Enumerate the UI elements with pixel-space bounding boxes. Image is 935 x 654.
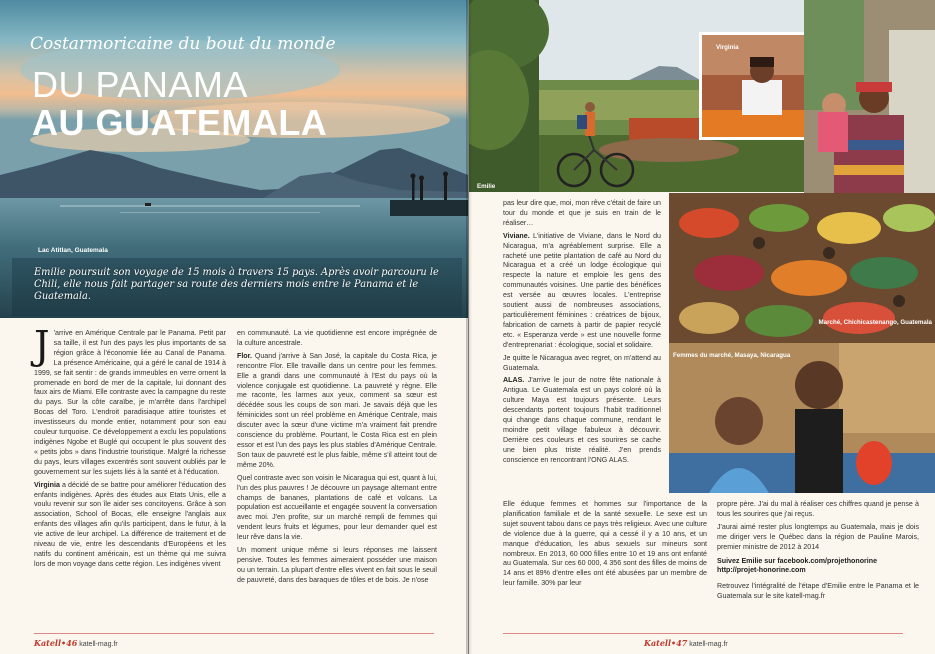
- paragraph: a décidé de se battre pour améliorer l'éducation des enfants indigènes. Après des études aux Etats Unis, elle a voulu revenir sur son île aider ses concitoyens. Grâce à son association, School of Bocas, elle enseigne l'anglais aux enfants des villages afin qu'ils participent, dans le futur, à la vie active de leur archipel. La différence de traitement et de niveau de vie, entre les descendants d'Européens et les natifs du continent américain, est un thème qui me suivra lors de mon voyage dans cette région. Les indigènes vivent: [34, 480, 226, 568]
- lead-paragraph: Emilie poursuit son voyage de 15 mois à travers 15 pays. Après avoir parcouru le Chili, elle nous fait partager sa route des derniers mois entre le Panama et le Guatemala.: [34, 267, 439, 303]
- photo-caption-lake: Lac Atitlan, Guatemala: [38, 247, 108, 254]
- paragraph: Elle éduque femmes et hommes sur l'importance de la planification familiale et de la santé sexuelle. Le sexe est un sujet souvent tabou dans ce pays très religieux. Avec une culture de violence due à la guerre, qui a cessé il y a 10 ans, et un manque d'éducation, les abus sexuels sur mineurs sont nombreux. En 2013, 60 000 filles entre 10 et 19 ans ont enfanté au Guatemala. Sur ces 60 000, 4 356 sont des filles de moins de 14 ans et 89% d'entre elles ont été abusées par un membre de leur famille. 30% par leur: [503, 500, 707, 588]
- folio-left: Katell•46 katell-mag.fr: [34, 638, 118, 648]
- person-name: Flor.: [237, 351, 252, 360]
- photo-caption-market: Marché, Chichicastenango, Guatemala: [818, 319, 932, 326]
- photo-women-masaya: [669, 343, 935, 493]
- photo-caption-women: Femmes du marché, Masaya, Nicaragua: [673, 352, 791, 359]
- facebook-link[interactable]: Suivez Emilie sur facebook.com/projethonorine: [717, 556, 878, 565]
- drop-cap: J: [34, 324, 50, 369]
- article-title: [32, 64, 328, 143]
- paragraph: Un moment unique même si leurs réponses me laissent pensive. Toutes les femmes aimeraient posséder une maison ou un terrain. La plupart d'entre elles vivent en fait sous le seuil de pauvreté, dans des baraques de tôles et de bois. Je n'ose: [237, 546, 437, 584]
- folio-right: Katell•47 katell-mag.fr: [644, 638, 728, 648]
- paragraph: Je quitte le Nicaragua avec regret, on m'attend au Guatemala.: [503, 353, 661, 372]
- right-column-1-continued: [503, 500, 707, 592]
- paragraph: propre père. J'ai du mal à réaliser ces chiffres quand je pense à tous les sourires que j'ai reçus.: [717, 500, 919, 518]
- photo-caption-virginia: Virginia: [716, 44, 739, 51]
- footer-rule: [503, 633, 903, 634]
- paragraph: en communauté. La vie quotidienne est encore imprégnée de la culture ancestrale.: [237, 329, 437, 347]
- spine-gutter: [466, 0, 472, 654]
- title-line-1: DU PANAMA: [32, 64, 248, 105]
- title-line-2: AU GUATEMALA: [32, 102, 328, 143]
- magazine-name: Katell: [644, 638, 671, 648]
- photo-virginia: [699, 32, 817, 140]
- org-name: ALAS.: [503, 376, 525, 385]
- folio-url: katell-mag.fr: [79, 641, 118, 648]
- kicker: Costarmoricaine du bout du monde: [30, 34, 336, 54]
- paragraph: Quel contraste avec son voisin le Nicaragua qui est, quant à lui, l'un des plus pauvres ! Je découvre un paysage alternant entre champs de bananes, plantations de café et volcans. La population est accueillante et engagée souvent la conversation avec moi. J'en profite, sur un marché rempli de femmes qui vendent leurs fruits et légumes, pour leur demander quel est leur rêve dans la vie.: [237, 473, 437, 542]
- page-number: 47: [676, 638, 688, 648]
- photo-caption-emilie: Emilie: [477, 183, 496, 190]
- paragraph: L'initiative de Viviane, dans le Nord du Nicaragua, m'a agréablement surprise. Elle a racheté une petite plantation de café au Nord du Nicaragua et a créé un lodge écologique qui respecte la nature et emploie les gens des communautés voisines. Une partie des bénéfices est versée au œuvres locales. L'entreprise soutient aussi de nombreuses associations, particulièrement féminines : créatrices de bijoux, fabrication de carnets à partir de papier recyclé etc. « Esperanza verde » est une nouvelle forme d'entreprenariat : écologique, social et solidaire.: [503, 231, 661, 349]
- paragraph: 'arrive en Amérique Centrale par le Panama. Petit par sa taille, il est l'un des pays les plus importants de sa région grâce à l'économie liée au Canal de Panama. La présence Américaine, qui a géré le canal de 1914 à 1999, se fait sentir : de grands immeubles en verre ornent la promenade en bord de mer de la capitale, lui donnant des faux airs de Miami. Elle contraste avec la campagne du reste du pays. Sur la côte caraïbe, je m'arrête dans l'archipel Bocas del Toro. L'endroit paradisiaque attire touristes et investisseurs du monde entier, notamment pour son eau couleur turquoise. Ce développement a exclu les populations indigènes Ngobe et Buglé qui occupent le plus souvent des « petits jobs » dans l'industrie touristique. Malgré la richesse du pays, leurs villages excentrés sont souvent oubliés par le gouvernement sur les sujets liés à la santé et à l'éducation.: [34, 329, 226, 476]
- person-name: Virginia: [34, 480, 60, 489]
- paragraph: J'arrive le jour de notre fête nationale à Antigua. Le Guatemala est un pays coloré où la culture Maya est toujours présente. Leurs descendants portent toujours l'habit traditionnel qui change dans chaque commune, rendant le moindre petit village fabuleux à découvrir. Derrière ces couleurs et ces sourires se cache une bien plus triste réalité. J'en prends conscience en rencontrant l'ONG ALAS.: [503, 376, 661, 464]
- footer-rule: [34, 633, 434, 634]
- hero-photo-lake-atitlan: [0, 0, 468, 318]
- paragraph: pas leur dire que, moi, mon rêve c'était de faire un tour du monde et que je suis en train de le réaliser…: [503, 199, 661, 227]
- folio-url: katell-mag.fr: [689, 641, 728, 648]
- right-column-2: [717, 500, 919, 605]
- paragraph: Quand j'arrive à San José, la capitale du Costa Rica, je rencontre Flor. Elle travaille dans un centre pour les femmes. Elle a grandi dans une communauté à l'Est du pays où la violence conjugale est quotidienne. La pauvreté y règne. Elle me raconte, les larmes aux yeux, comment sa sœur est décédée sous les coups de son mari. Je savais déjà que les féminicides sont un réel problème en Amérique Centrale, mais discuter avec la sœur d'une victime m'a vraiment fait prendre conscience du problème. Pourtant, le Costa Rica est en plein essor et est l'un des pays les plus stables d'Amérique Centrale. Son taux de pauvreté est le plus faible, même s'il atteint tout de même 20%.: [237, 351, 437, 469]
- paragraph: J'aurai aimé rester plus longtemps au Guatemala, mais je dois me diriger vers le Québec dans la région de Pauline Marois, premier ministre de 2012 à 2014: [717, 522, 919, 551]
- page-number: 46: [66, 638, 78, 648]
- left-column-1: [34, 324, 226, 573]
- magazine-name: Katell: [34, 638, 61, 648]
- website-link[interactable]: http://projet-honorine.com: [717, 566, 806, 575]
- left-column-2: [237, 329, 437, 589]
- right-column-1: [503, 199, 661, 469]
- right-page: [469, 0, 935, 654]
- paragraph: Retrouvez l'intégralité de l'étape d'Emilie entre le Panama et le Guatemala sur le site katell-mag.fr: [717, 582, 919, 601]
- photo-market-chichicastenango: [669, 193, 935, 343]
- person-name: Viviane.: [503, 231, 530, 240]
